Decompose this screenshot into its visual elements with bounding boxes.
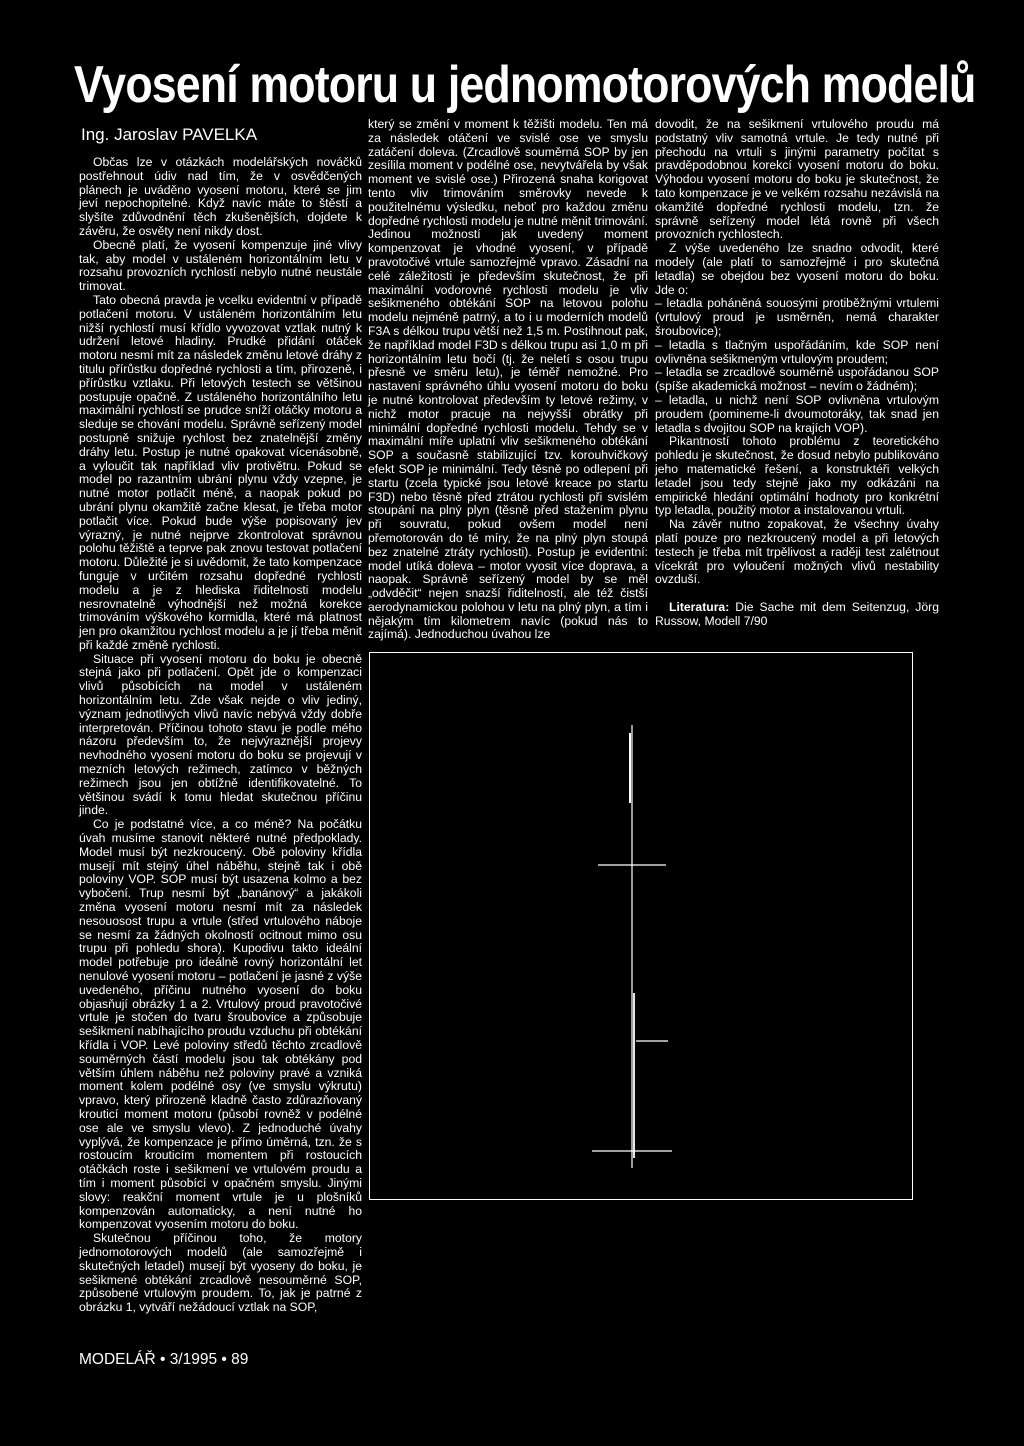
paragraph: Občas lze v otázkách modelářských nováčků postřehnout údiv nad tím, že v osvědčených plánech je uváděno vyosení motoru, které se jim jeví nepochopitelné. Když navíc máte to štěstí a slyšíte zdůvodnění těch zkušenějších, dojdete k závěru, že osvěty není nikdy dost. — [79, 155, 362, 238]
list-item: – letadla poháněná souosými protiběžnými vrtulemi (vrtulový proud je usměrněn, nemá charakter šroubovice); — [655, 296, 939, 338]
paragraph: dovodit, že na sešikmení vrtulového proudu má podstatný vliv samotná vrtule. Je tedy nutné při přechodu na vrtuli s jinými parametry počítat s pravděpodobnou korekcí vyosení motoru do boku. Výhodou vyosení motoru do boku je skutečnost, že tato kompenzace je ve velkém rozsahu nezávislá na okamžité dopředné rychlosti modelu, tzn. že správně seřízený model létá rovně při všech provozních rychlostech. — [655, 117, 939, 242]
paragraph: Situace při vyosení motoru do boku je obecně stejná jako při potlačení. Opět jde o kompenzaci vlivů působících na model v ustáleném horizontálním letu. Zde však nejde o vliv jediný, význam jednotlivých vlivů navíc nebývá vždy dobře interpretován. Příčinou tohoto stavu je podle mého názoru především to, že nejvýraznější projevy nevhodného vyosení motoru do boku se projevují v mezních letových režimech, zatímco v běžných režimech jsou jen obtížně identifikovatelné. To většinou svádí k tomu hledat skutečnou příčinu jinde. — [79, 651, 362, 818]
list-item: – letadla, u nichž není SOP ovlivněna vrtulovým proudem (pomineme-li dvoumotoráky, tak snad jen letadla s dvojitou SOP na krajích VOP). — [655, 392, 939, 435]
paragraph: Tato obecná pravda je vcelku evidentní v případě potlačení motoru. V ustáleném horizontálním letu nižší rychlostí musí křídlo vyvozovat vztlak nutný k udržení letové hladiny. Prudké přidání otáček motoru nesmí mít za následek změnu letové dráhy z titulu přírůstku dopředné rychlosti a tím, přirozeně, i přírůstku vztlaku. Při letových testech se většinou postupuje opačně. Z ustáleného horizontálního letu maximální rychlostí se prudce sníží otáčky motoru a sleduje se chování modelu. Správně seřízený model postupně snižuje rychlost bez znatelnější změny dráhy letu. Postup je nutné opakovat vícenásobně, a vyloučit tak například vliv protivětru. Pokud se model po razantním ubrání plynu vždy vzepne, je nutné motor potlačit méně, a naopak pokud po ubrání plynu okamžitě začne klesat, je třeba motor potlačit více. Pokud bude výše popisovaný jev výrazný, je nutné nejprve zkontrolovat správnou polohu těžiště a teprve pak znovu testovat potlačení motoru. Důležité je si uvědomit, že tato kompenzace funguje v určitém rozsahu dopředné rychlosti modelu a je z hlediska řiditelnosti modelu nesrovnatelně výhodnější než možná korekce trimováním výškového kormidla, které má platnost jen pro okamžitou rychlost modelu a je jí třeba měnit při každé změně rychlosti. — [79, 292, 362, 652]
list-item: – letadla se zrcadlově souměrně uspořádanou SOP (spíše akademická možnost – nevím o žádném); — [655, 365, 939, 394]
paragraph: Z výše uvedeného lze snadno odvodit, které modely (ale platí to samozřejmě i pro skutečná letadla) se obejdou bez vyosení motoru do boku. Jde o: — [655, 241, 939, 297]
figure-drawing — [370, 653, 914, 1201]
author-name: Ing. Jaroslav PAVELKA — [81, 125, 258, 144]
text-column-2 — [368, 118, 648, 642]
paragraph: Obecně platí, že vyosení kompenzuje jiné vlivy tak, aby model v ustáleném horizontálním letu v rozsahu provozních rychlostí nebylo nutné neustále trimovat. — [79, 237, 362, 294]
paragraph: který se změní v moment k těžišti modelu. Ten má za následek otáčení ve svislé ose ve smyslu zatáčení doleva. (Zrcadlově souměrná SOP by jen zesílila moment v podélné ose, nevytvářela by však moment ve svislé ose.) Přirozená snaha korigovat tento vliv trimováním směrovky nevede k použitelnému výsledku, neboť pro každou změnu dopředné rychlosti modelu je nutné měnit trimování. Jedinou možností jak uvedený moment kompenzovat je vhodné vyosení, v případě pravotočivé vrtule samozřejmě vpravo. Zásadní na celé záležitosti je především skutečnost, že při maximální vodorovné rychlosti modelu je vliv sešikmeného obtékání SOP na letovou polohu modelu nejméně patrný, a to i u moderních modelů F3A s délkou trupu větší než 1,5 m. Postihnout pak, že například model F3D s délkou trupu asi 1,0 m při horizontálním letu bočí (tj. že neletí s osou trupu přesně ve směru letu), je téměř nemožné. Pro nastavení správného úhlu vyosení motoru do boku je nutné kontrolovat především ty letové režimy, v nichž motor pracuje na nejvyšší obrátky při minimální dopředné rychlosti modelu. Tehdy se v maximální míře uplatní vliv sešikmeného obtékání SOP a současně stabilizující tzv. korouhvičkový efekt SOP je minimální. Tedy těsně po odlepení při startu (zcela typické jsou letové kreace po startu F3D) nebo těsně před ztrátou rychlosti při svislém stoupání na plný plyn (těsně před stažením plynu při souvratu, pokud ovšem model není přemotorován do té míry, že na plný plyn stoupá bez znatelné ztráty rychlosti). Postup je evidentní: model utíká doleva – motor vyosit více doprava, a naopak. Správně seřízený model by se měl „odvděčit“ nejen snazší řiditelností, ale též čistší aerodynamickou polohou v letu na plný plyn, a tím i nějakým tím kilometrem navíc (pokud nás to zajímá). Jednoduchou úvahou lze — [368, 117, 648, 642]
page-footer: MODELÁŘ • 3/1995 • 89 — [79, 1351, 249, 1368]
paragraph: Na závěr nutno zopakovat, že všechny úvahy platí pouze pro nezkroucený model a při letových testech je třeba mít trpělivost a raději test zalétnout vícekrát pro vyloučení možných vlivů nestability ovzduší. — [655, 517, 939, 587]
literature-text: Die Sache mit dem Seitenzug, Jörg Russow, Modell 7/90 — [655, 600, 939, 628]
literature-reference — [655, 601, 939, 629]
figure-frame — [369, 652, 913, 1200]
list-item: – letadla s tlačným uspořádáním, kde SOP není ovlivněna sešikmeným vrtulovým proudem; — [655, 337, 939, 366]
article-title: Vyosení motoru u jednomotorových modelů — [74, 56, 976, 114]
text-column-1 — [79, 156, 362, 1315]
text-column-3 — [655, 118, 939, 629]
literature-label: Literatura: — [669, 600, 730, 615]
paragraph: Pikantností tohoto problému z teoretického pohledu je skutečnost, že dosud nebylo publikováno jeho matematické řešení, a konstruktéři velkých letadel jsou tedy stejně jako my odkázáni na empirické hledání optimální hodnoty pro konkrétní typ letadla, použitý motor a instalovanou vrtuli. — [655, 434, 939, 518]
paragraph: Co je podstatné více, a co méně? Na počátku úvah musíme stanovit některé nutné předpoklady. Model musí být nezkroucený. Obě poloviny křídla musejí mít stejný úhel náběhu, stejně tak i obě poloviny VOP. SOP musí být usazena kolmo a bez vybočení. Trup nesmí být „banánový“ a jakákoli změna vyosení motoru nesmí mít za následek nesouosost trupu a vrtule (střed vrtulového náboje se nesmí za žádných okolností ocitnout mimo osu trupu při pohledu shora). Kupodivu takto ideální model potřebuje pro ideálně rovný horizontální let nenulové vyosení motoru – potlačení je jasné z výše uvedeného, příčinu nutného vyosení do boku objasňují obrázky 1 a 2. Vrtulový proud pravotočivé vrtule je stočen do tvaru šroubovice a způsobuje sešikmení nabíhajícího proudu vzduchu při obtékání křídla i VOP. Levé poloviny středů těchto zrcadlově souměrných částí modelu jsou tak obtékány pod větším úhlem náběhu než poloviny pravé a vzniká moment kolem podélné osy (ve smyslu výkrutu) vpravo, který přirozeně kladně často zdůrazňovaný krouticí moment motoru (působí rovněž v podélné ose ale ve smyslu vlevo). Z jednoduché úvahy vyplývá, že kompenzace je přímo úměrná, tzn. že s rostoucím krouticím momentem při rostoucích otáčkách roste i sešikmení ve vrtulovém proudu a tím i moment působící v opačném smyslu. Jinými slovy: reakční moment vrtule je u plošníků kompenzován automaticky, a není nutné ho kompenzovat vyosením motoru do boku. — [79, 817, 362, 1232]
paragraph: Skutečnou příčinou toho, že motory jednomotorových modelů (ale samozřejmě i skutečných letadel) musejí být vyoseny do boku, je sešikmené obtékání zrcadlově nesouměrné SOP, způsobené vrtulovým proudem. To, jak je patrné z obrázku 1, vytváří nežádoucí vztlak na SOP, — [79, 1231, 362, 1315]
